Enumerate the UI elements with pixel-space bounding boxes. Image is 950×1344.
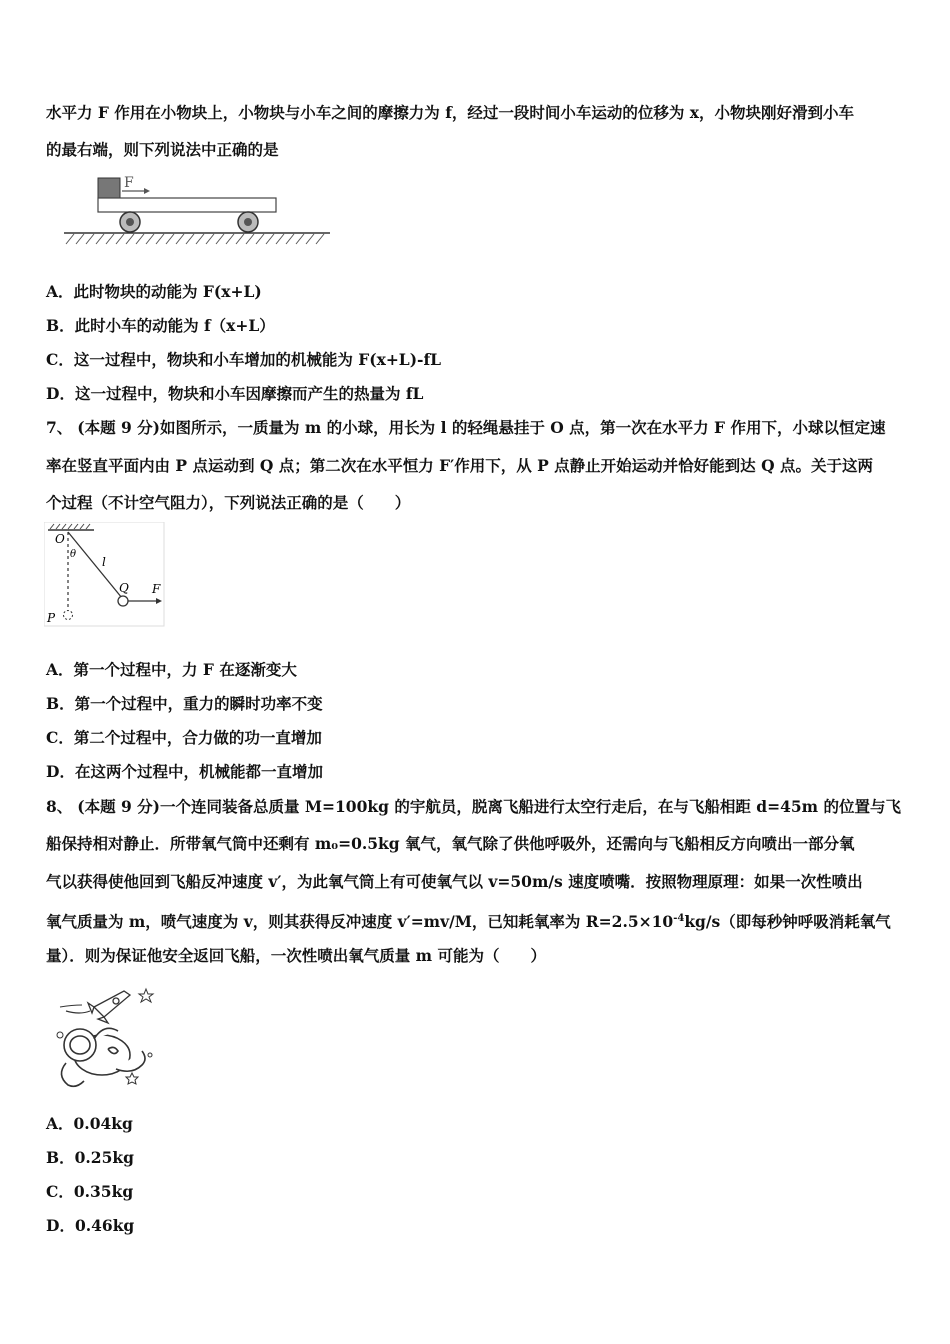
q7-number: 7、	[46, 418, 73, 437]
wheel-right-hub	[244, 218, 252, 226]
q7-stem-line1	[46, 418, 885, 438]
force-arrowhead	[156, 598, 162, 604]
q8-option-b: B．0.25kg	[46, 1148, 134, 1167]
q6-option-b: B．此时小车的动能为 f（x+L）	[46, 316, 275, 335]
ball-q	[118, 596, 128, 606]
q8-stem-text1: 一个连同装备总质量 M=100kg 的宇航员，脱离飞船进行太空行走后，在与飞船相距 d=45m 的位置与飞	[159, 797, 901, 816]
force-label: F	[124, 175, 134, 191]
ceiling-hatching	[50, 524, 90, 529]
point-p-label: P	[47, 611, 56, 625]
star-icon	[139, 989, 153, 1002]
q6-stem-line1: 水平力 F 作用在小物块上，小物块与小车之间的摩擦力为 f，经过一段时间小车运动的位移为 x，小物块刚好滑到小车	[46, 103, 855, 122]
point-q-label: Q	[119, 581, 129, 595]
q8-option-d: D．0.46kg	[46, 1216, 135, 1235]
astronaut-figure	[46, 985, 158, 1091]
cart-figure	[62, 170, 334, 250]
string	[68, 532, 122, 598]
q8-number: 8、	[46, 797, 73, 816]
q7-option-a: A．第一个过程中，力 F 在逐渐变大	[46, 660, 297, 679]
q7-option-b: B．第一个过程中，重力的瞬时功率不变	[46, 694, 323, 713]
theta-label: θ	[70, 549, 77, 560]
q8-stem-line1	[46, 797, 901, 817]
q8-stem-line4	[46, 909, 891, 932]
q8-score: (本题 9 分)	[77, 797, 160, 816]
astronaut	[61, 1028, 145, 1086]
q8-stem-line3: 气以获得使他回到飞船反冲速度 v′，为此氧气筒上有可使氧气以 v=50m/s 速度喷嘴．按照物理原理：如果一次性喷出	[46, 872, 863, 891]
q7-stem-text1: 如图所示，一质量为 m 的小球，用长为 l 的轻绳悬挂于 O 点，第一次在水平力 F 作用下，小球以恒定速	[159, 418, 886, 437]
planet-icon	[57, 1032, 63, 1038]
q7-stem-line2: 率在竖直平面内由 P 点运动到 Q 点；第二次在水平恒力 F′作用下，从 P 点静止开始运动并恰好能到达 Q 点。关于这两	[46, 456, 873, 475]
length-label: l	[102, 555, 106, 569]
rocket	[88, 991, 130, 1023]
rocket-trail	[66, 1011, 90, 1013]
cart-body	[98, 198, 276, 212]
q8-exponent: -4	[673, 913, 685, 924]
point-o-label: O	[55, 532, 65, 546]
q7-score: (本题 9 分)	[77, 418, 160, 437]
force-label: F	[152, 582, 161, 596]
q7-option-d: D．在这两个过程中，机械能都一直增加	[46, 762, 323, 781]
q6-option-d: D．这一过程中，物块和小车因摩擦而产生的热量为 fL	[46, 384, 424, 403]
q8-stem-text4b: kg/s（即每秒钟呼吸消耗氧气	[684, 912, 891, 932]
q6-stem-line2: 的最右端，则下列说法中正确的是	[46, 140, 279, 159]
q7-option-c: C．第二个过程中，合力做的功一直增加	[46, 728, 322, 747]
q7-stem-line3: 个过程（不计空气阻力），下列说法正确的是（ ）	[46, 493, 411, 512]
q6-option-c: C．这一过程中，物块和小车增加的机械能为 F(x+L)-fL	[46, 350, 442, 369]
q6-option-a: A．此时物块的动能为 F(x+L)	[46, 282, 262, 301]
star-dot-icon	[148, 1053, 152, 1057]
rocket-trail-2	[60, 1005, 82, 1007]
ball-p	[64, 611, 73, 620]
q8-stem-line2: 船保持相对静止．所带氧气筒中还剩有 m₀=0.5kg 氧气，氧气除了供他呼吸外，还需向与飞船相反方向喷出一部分氧	[46, 834, 855, 853]
q8-stem-text4a: 氧气质量为 m，喷气速度为 v，则其获得反冲速度 v′=mv/M，已知耗氧率为 R=2.5×10	[46, 912, 674, 932]
q8-option-c: C．0.35kg	[46, 1182, 134, 1201]
ground-hatching	[66, 234, 324, 244]
wheel-left-hub	[126, 218, 134, 226]
block	[98, 178, 120, 198]
force-arrowhead	[144, 188, 150, 194]
star-icon	[126, 1073, 138, 1084]
q8-option-a: A．0.04kg	[46, 1114, 133, 1133]
q8-stem-line5: 量）．则为保证他安全返回飞船，一次性喷出氧气质量 m 可能为（ ）	[46, 946, 546, 965]
pendulum-figure	[44, 522, 166, 628]
